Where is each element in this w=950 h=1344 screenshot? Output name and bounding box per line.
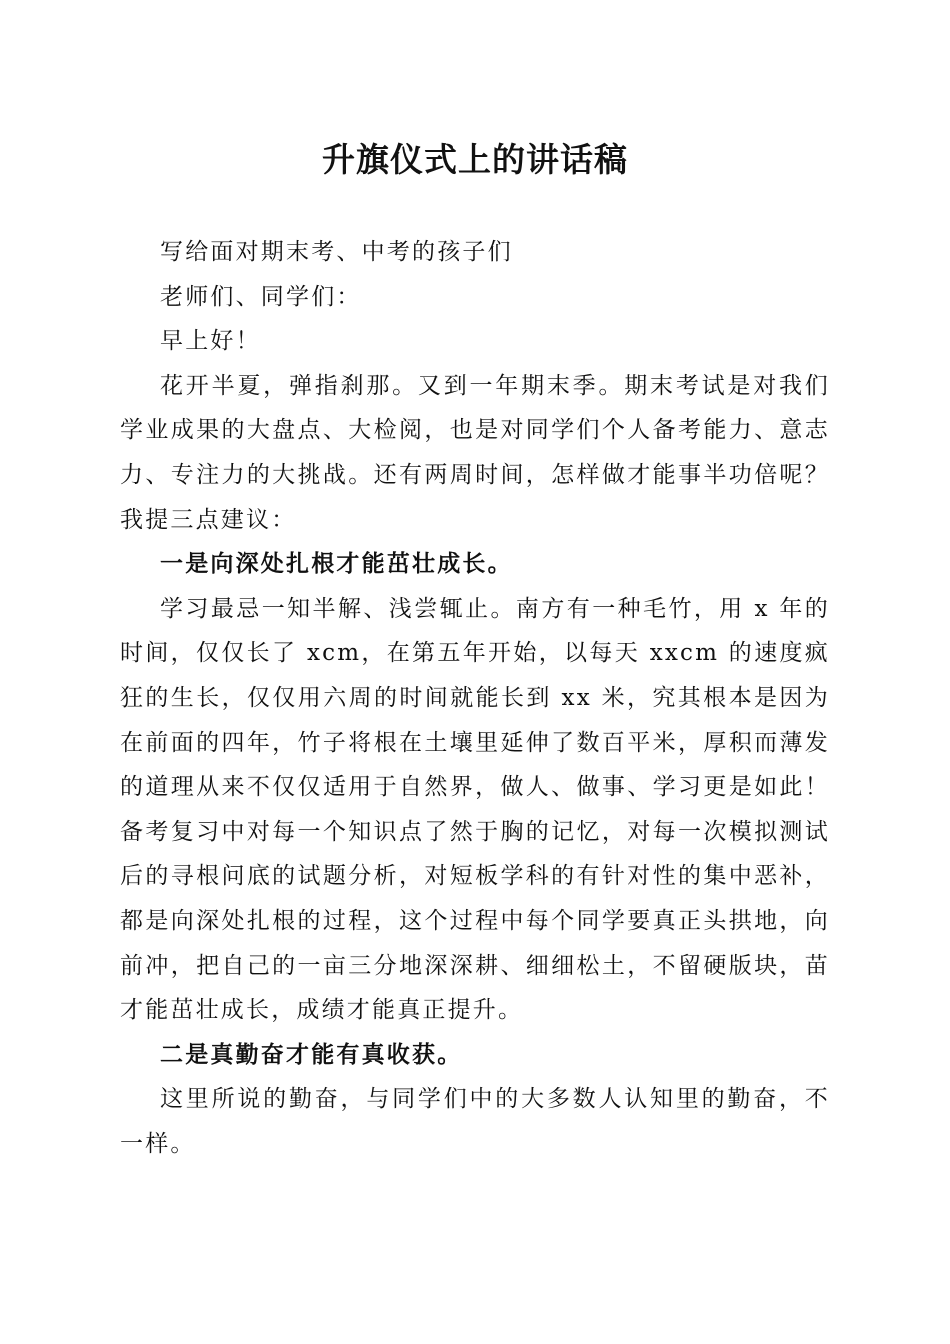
- intro-paragraph: 花开半夏，弹指刹那。又到一年期末季。期末考试是对我们学业成果的大盘点、大检阅，也是对同学们个人备考能力、意志力、专注力的大挑战。还有两周时间，怎样做才能事半功倍呢？我提三点建议：: [120, 372, 830, 533]
- subtitle-line: 写给面对期末考、中考的孩子们: [160, 239, 513, 265]
- greeting: 早上好！: [160, 328, 261, 355]
- salutation: 老师们、同学们：: [160, 283, 362, 310]
- document-title: 升旗仪式上的讲话稿: [322, 140, 628, 179]
- document-body: [120, 230, 830, 1166]
- section-heading-2: 二是真勤奋才能有真收获。: [160, 1040, 463, 1068]
- section-1-paragraph: 学习最忌一知半解、浅尝辄止。南方有一种毛竹，用 x 年的时间，仅仅长了 xcm，在第五年开始，以每天 xxcm 的速度疯狂的生长，仅仅用六周的时间就能长到 xx 米，究其根本是因为在前面的四年，竹子将根在土壤里延伸了数百平米，厚积而薄发的道理从来不仅仅适用于自然界，做人、做事、学习更是如此！备考复习中对每一个知识点了然于胸的记忆，对每一次模拟测试后的寻根问底的试题分析，对短板学科的有针对性的集中恶补，都是向深处扎根的过程，这个过程中每个同学要真正头拱地，向前冲，把自己的一亩三分地深深耕、细细松土，不留硬版块，苗才能茁壮成长，成绩才能真正提升。: [120, 595, 830, 1024]
- section-2-paragraph: 这里所说的勤奋，与同学们中的大多数人认知里的勤奋，不一样。: [120, 1086, 830, 1157]
- section-heading-1: 一是向深处扎根才能茁壮成长。: [160, 550, 513, 578]
